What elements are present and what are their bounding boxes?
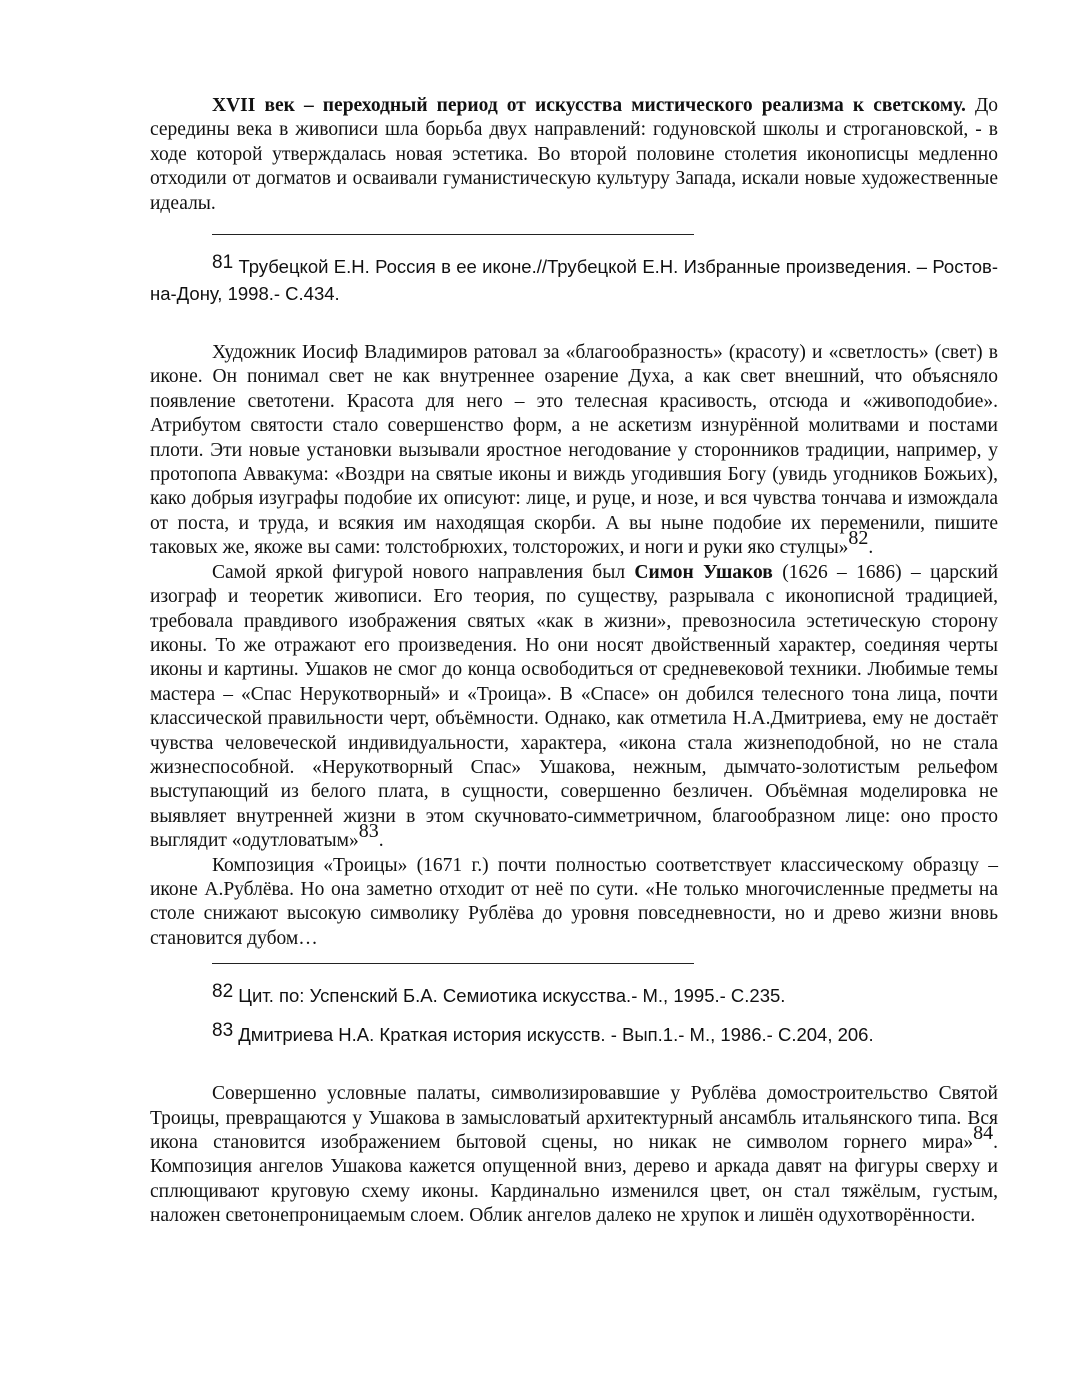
paragraph-text: Художник Иосиф Владимиров ратовал за «благообразность» (красоту) и «светлость» (свет) в иконе. Он понимал свет не как внутреннее озарение Духа, а как свет внешний, что объясняло появление светотени. Красота для него – это телесная красивость, отсюда и «живоподобие». Атрибутом святости стало совершенство форм, а не аскетизм изнурённой молитвами и постами плоти. Эти новые установки вызывали яростное негодование у сторонников традиции, например, у протопопа Аввакума: «Воздри на святые иконы и виждь угодившия Богу (увидь угодников Божьих), како добрыя изуграфы подобие их описуют: лице, и руце, и нозе, и вся чувства тончава и измождала от поста, и труда, и всякия им находящая скорби. А вы ныне подобие их переменили, пишите таковых же, якоже вы сами: толстобрюхих, толсторожих, и ноги и руки яко стулцы» [150, 342, 998, 559]
footnote-number: 83 [212, 1020, 234, 1042]
footnote-82 [150, 978, 998, 1009]
footnote-83 [150, 1017, 998, 1048]
paragraph-end: . [378, 830, 384, 852]
spacer [150, 1009, 998, 1017]
footnote-ref: 83 [358, 820, 379, 843]
paragraph-text: . Композиция ангелов Ушакова кажется опущенной вниз, дерево и аркада давят на фигуры сверху и сплющивают круговую схему иконы. Кардинально изменился цвет, он стал тяжёлым, густым, наложен светонепроницаемым слоем. Облик ангелов далеко не хрупок и лишён одухотворённости. [150, 1132, 998, 1227]
paragraph-ushakov [150, 561, 998, 854]
footnote-text: Дмитриева Н.А. Краткая история искусств. - Вып.1.- М., 1986.- С.204, 206. [238, 1024, 874, 1046]
footnote-81 [150, 249, 998, 307]
paragraph-palaces [150, 1082, 998, 1228]
paragraph-text: Самой яркой фигурой нового направления был [212, 561, 635, 583]
footnote-text: Цит. по: Успенский Б.А. Семиотика искусства.- М., 1995.- С.235. [238, 985, 786, 1007]
paragraph-text: Композиция «Троицы» (1671 г.) почти полностью соответствует классическому образцу – иконе А.Рублёва. Но она заметно отходит от неё по сути. «Не только многочисленные предметы на столе снижают высокую символику Рублёва до уровня повседневности, но и древо жизни вновь становится дубом… [150, 854, 998, 949]
paragraph-text: До середины века в живописи шла борьба двух направлений: годуновской школы и строгановской, - в ходе которой утверждалась новая эстетика. Во второй половине столетия иконописцы медленно отходили от догматов и осваивали гуманистическую культуру Запада, искали новые художественные идеалы. [150, 95, 998, 214]
paragraph-vladimirov [150, 341, 998, 561]
paragraph-trinity [150, 854, 998, 952]
footnote-separator [212, 234, 694, 235]
lead-sentence: XVII век – переходный период от искусства мистического реализма к светскому. [212, 95, 966, 116]
footnote-separator [212, 963, 694, 964]
artist-name: Симон Ушаков [634, 561, 773, 583]
footnote-ref: 82 [848, 527, 869, 550]
footnote-ref: 84 [973, 1122, 994, 1144]
footnote-text: Трубецкой Е.Н. Россия в ее иконе.//Трубецкой Е.Н. Избранные произведения. – Ростов-на-Дону, 1998.- С.434. [150, 256, 998, 305]
paragraph-intro [150, 94, 998, 216]
document-page [150, 94, 998, 1229]
paragraph-end: . [868, 537, 874, 559]
paragraph-text: Совершенно условные палаты, символизировавшие у Рублёва домостроительство Святой Троицы, превращаются у Ушакова в замысловатый архитектурный ансамбль итальянского типа. Вся икона становится изображением бытовой сцены, но никак не символом горнего мира» [150, 1083, 998, 1153]
spacer [150, 1048, 998, 1082]
paragraph-text: (1626 – 1686) – царский изограф и теоретик живописи. Его теория, по существу, разрывала с иконописной традицией, требовала правдивого изображения святых «как в жизни», превозносила эстетическую сторону иконы. То же отражают его произведения. Но они носят двойственный характер, соединяя черты иконы и картины. Ушаков не смог до конца освободиться от средневековой техники. Любимые темы мастера – «Спас Нерукотворный» и «Троица». В «Спасе» он добился телесного тона лица, почти классической правильности черт, объёмности. Однако, как отметила Н.А.Дмитриева, ему не достаёт чувства человеческой индивидуальности, характера, «икона стала жизнеподобной, но не стала жизнеспособной. «Нерукотворный Спас» Ушакова, нежным, дымчато-золотистым рельефом выступающий из белого плата, в сущности, совершенно безличен. Объёмная моделировка не выявляет внутренней жизни в этом скучновато-симметричном, благообразном лице: оно просто выглядит «одутловатым» [150, 561, 998, 852]
spacer [150, 307, 998, 341]
footnote-number: 81 [212, 252, 234, 274]
footnote-number: 82 [212, 981, 234, 1003]
